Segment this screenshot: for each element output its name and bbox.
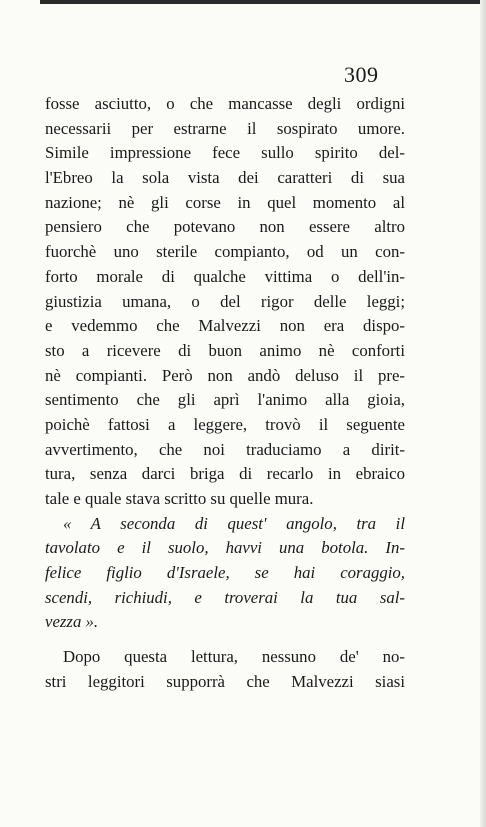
text-line: sto a ricevere di buon animo nè conforti xyxy=(45,340,405,360)
text-line: Simile impressione fece sullo spirito del- xyxy=(45,143,405,163)
text-line: tale e quale stava scritto su quelle mura. xyxy=(45,489,314,508)
text-line: poichè fattosi a leggere, trovò il seguente xyxy=(45,414,405,434)
quote-line: vezza ». xyxy=(45,612,99,632)
quote-line: tavolato e il suolo, havvi una botola. In- xyxy=(45,538,405,558)
text-line: nazione; nè gli corse in quel momento al xyxy=(45,192,405,212)
text-line: tura, senza darci briga di recarlo in ebraico xyxy=(45,464,405,484)
text-line: nè compianti. Però non andò deluso il pre- xyxy=(45,365,405,385)
quote-line: scendi, richiudi, e troverai la tua sal- xyxy=(45,587,405,607)
text-line: avvertimento, che noi traduciamo a dirit- xyxy=(45,439,405,459)
text-line: sentimento che gli aprì l'animo alla gioia, xyxy=(45,390,405,410)
text-line: fosse asciutto, o che mancasse degli ordigni xyxy=(45,94,405,113)
quote-line: « A seconda di quest' angolo, tra il xyxy=(63,513,405,533)
text-line: fuorchè uno sterile compianto, od un con- xyxy=(45,242,405,262)
text-line: l'Ebreo la sola vista dei caratteri di sua xyxy=(45,168,405,188)
text-line: Dopo questa lettura, nessuno de' no- xyxy=(63,647,405,667)
page-number: 309 xyxy=(344,62,379,87)
text-line: pensiero che potevano non essere altro xyxy=(45,217,405,237)
quote-line: felice figlio d'Israele, se hai coraggio, xyxy=(45,563,405,583)
body-text xyxy=(45,92,405,695)
top-edge-rule xyxy=(40,0,486,4)
text-line: e vedemmo che Malvezzi non era dispo- xyxy=(45,316,405,336)
page-edge-shadow xyxy=(480,0,486,827)
text-line: stri leggitori supporrà che Malvezzi siasi xyxy=(45,671,405,691)
text-line: necessarii per estrarne il sospirato umore. xyxy=(45,118,405,138)
text-line: giustizia umana, o del rigor delle leggi; xyxy=(45,291,405,311)
text-line: forto morale di qualche vittima o dell'in- xyxy=(45,266,405,286)
